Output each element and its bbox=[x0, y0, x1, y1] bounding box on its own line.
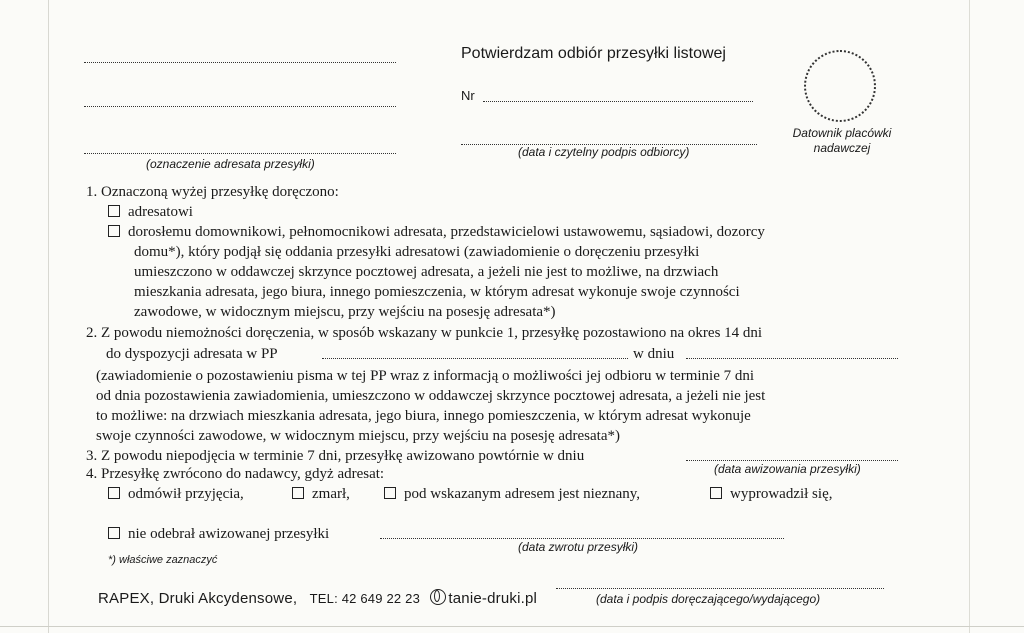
footnote: *) właściwe zaznaczyć bbox=[108, 554, 218, 566]
page-title: Potwierdzam odbiór przesyłki listowej bbox=[461, 45, 726, 62]
option-not-collected-label: nie odebrał awizowanej przesyłki bbox=[128, 526, 330, 542]
section2-notice-3: to możliwe: na drzwiach mieszkania adresata, jego biura, innego pomieszczenia, w którym adresat wykonuje bbox=[96, 408, 751, 424]
page-edge-right bbox=[969, 0, 970, 633]
option-household-line-5: zawodowe, w widocznym miejscu, przy wejściu na posesję adresata*) bbox=[134, 304, 556, 320]
section1-intro: 1. Oznaczoną wyżej przesyłkę doręczono: bbox=[86, 184, 339, 200]
addressee-caption: (oznaczenie adresata przesyłki) bbox=[146, 157, 315, 171]
section2-notice-2: od dnia pozostawienia zawiadomienia, umieszczono w oddawczej skrzynce pocztowej adresata, a jeżeli nie jest bbox=[96, 388, 766, 404]
page-edge-bottom bbox=[0, 626, 1024, 627]
checkbox-adresatowi[interactable] bbox=[108, 205, 120, 217]
nr-label: Nr bbox=[461, 88, 475, 103]
option-deceased-label: zmarł, bbox=[312, 486, 350, 502]
option-not-collected[interactable] bbox=[108, 524, 329, 544]
section3-text: 3. Z powodu niepodjęcia w terminie 7 dni, przesyłkę awizowano powtórnie w dniu bbox=[86, 448, 585, 464]
section2-notice-1: (zawiadomienie o pozostawieniu pisma w tej PP wraz z informacją o możliwości jej odbioru w terminie 7 dni bbox=[96, 368, 755, 384]
footer-brand bbox=[98, 589, 537, 607]
website-link[interactable] bbox=[430, 590, 537, 607]
option-moved-label: wyprowadził się, bbox=[730, 486, 833, 502]
section2-line-2-prefix: do dyspozycji adresata w PP bbox=[106, 346, 278, 362]
section2-date-label: w dniu bbox=[633, 346, 675, 362]
option-unknown-label: pod wskazanym adresem jest nieznany, bbox=[404, 486, 641, 502]
addressee-line-1[interactable] bbox=[84, 62, 396, 63]
option-moved[interactable] bbox=[710, 484, 832, 504]
stamp-caption-1: Datownik placówki bbox=[792, 126, 892, 140]
re-notice-date-field[interactable] bbox=[686, 460, 898, 461]
section2-line-1: 2. Z powodu niemożności doręczenia, w sposób wskazany w punkcie 1, przesyłkę pozostawiono na okres 14 dni bbox=[86, 325, 763, 341]
delivery-caption: (data i podpis doręczającego/wydającego) bbox=[596, 592, 821, 606]
option-household[interactable] bbox=[108, 222, 765, 242]
section2-notice-4: swoje czynności zawodowe, w widocznym miejscu, przy wejściu na posesję adresata*) bbox=[96, 428, 620, 444]
option-addressee-label: adresatowi bbox=[128, 204, 193, 220]
website-text: tanie-druki.pl bbox=[448, 590, 538, 607]
return-date-field[interactable] bbox=[380, 538, 784, 539]
section2-date-field[interactable] bbox=[686, 358, 898, 359]
checkbox-refused[interactable] bbox=[108, 487, 120, 499]
return-caption: (data zwrotu przesyłki) bbox=[518, 540, 639, 554]
option-household-line-4: mieszkania adresata, jego biura, innego pomieszczenia, w którym adresat wykonuje swoje czynności bbox=[134, 284, 740, 300]
option-household-line-2: domu*), który podjął się oddania przesyłki adresatowi (zawiadomienie o doręczeniu przesyłki bbox=[134, 244, 700, 260]
option-refused-label: odmówił przyjęcia, bbox=[128, 486, 244, 502]
checkbox-unknown[interactable] bbox=[384, 487, 396, 499]
globe-icon bbox=[430, 589, 446, 605]
checkbox-household[interactable] bbox=[108, 225, 120, 237]
signature-caption: (data i czytelny podpis odbiorcy) bbox=[518, 145, 690, 159]
brand-phone: TEL: 42 649 22 23 bbox=[309, 591, 420, 606]
option-refused[interactable] bbox=[108, 484, 244, 504]
delivery-signature-line[interactable] bbox=[556, 588, 884, 589]
option-addressee[interactable] bbox=[108, 202, 193, 222]
nr-field[interactable] bbox=[483, 101, 753, 102]
option-household-line-3: umieszczono w oddawczej skrzynce pocztowej adresata, a jeżeli nie jest to możliwe, na drzwiach bbox=[134, 264, 719, 280]
option-deceased[interactable] bbox=[292, 484, 350, 504]
checkbox-not-collected[interactable] bbox=[108, 527, 120, 539]
page-edge-left bbox=[48, 0, 49, 633]
addressee-line-2[interactable] bbox=[84, 106, 396, 107]
section3-caption: (data awizowania przesyłki) bbox=[714, 462, 861, 476]
checkbox-moved[interactable] bbox=[710, 487, 722, 499]
option-unknown[interactable] bbox=[384, 484, 640, 504]
post-office-field[interactable] bbox=[322, 358, 628, 359]
option-household-line-1: dorosłemu domownikowi, pełnomocnikowi adresata, przedstawicielowi ustawowemu, sąsiadowi, dozorcy bbox=[128, 224, 765, 240]
section4-intro: 4. Przesyłkę zwrócono do nadawcy, gdyż adresat: bbox=[86, 466, 385, 482]
checkbox-deceased[interactable] bbox=[292, 487, 304, 499]
stamp-caption-2: nadawczej bbox=[813, 141, 871, 155]
brand-name: RAPEX, Druki Akcydensowe, bbox=[98, 590, 298, 607]
addressee-line-3[interactable] bbox=[84, 153, 396, 154]
postmark-stamp-circle bbox=[804, 50, 876, 122]
